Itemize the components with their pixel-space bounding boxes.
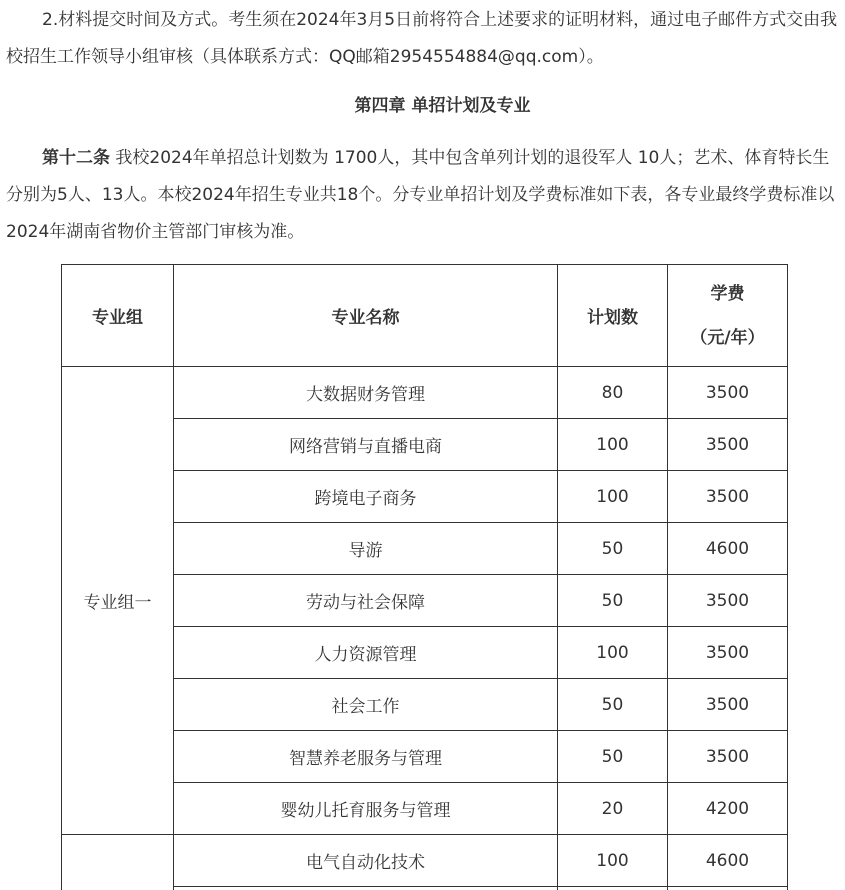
header-fee [668,265,788,367]
group-cell [62,835,174,890]
table-header-row [62,265,788,367]
cell-name: 跨境电子商务 [174,471,558,523]
cell-name: 大数据财务管理 [174,367,558,419]
cell-plan: 50 [558,575,668,627]
table-row [62,367,788,419]
article-paragraph [6,140,839,251]
cell-name: 网络营销与直播电商 [174,419,558,471]
cell-name: 导游 [174,523,558,575]
cell-fee: 3500 [668,367,788,419]
cell-plan: 50 [558,679,668,731]
chapter-title: 第四章 单招计划及专业 [354,96,531,116]
cell-plan: 20 [558,783,668,835]
cell-fee: 3500 [668,575,788,627]
cell-plan: 100 [558,835,668,887]
cell-name: 人力资源管理 [174,627,558,679]
cell-fee [668,887,788,890]
cell-fee: 4200 [668,783,788,835]
cell-plan: 50 [558,523,668,575]
header-name: 专业名称 [174,265,558,367]
header-group: 专业组 [62,265,174,367]
article-label: 第十二条 [42,148,110,168]
cell-plan: 100 [558,471,668,523]
cell-fee: 3500 [668,627,788,679]
header-fee-line2: （元/年） [690,327,765,348]
cell-fee: 3500 [668,731,788,783]
cell-name: 智慧养老服务与管理 [174,731,558,783]
cell-fee: 3500 [668,679,788,731]
cell-plan: 80 [558,367,668,419]
cell-fee: 3500 [668,471,788,523]
cell-plan: 100 [558,419,668,471]
cell-fee: 4600 [668,523,788,575]
materials-text: 2.材料提交时间及方式。考生须在2024年3月5日前将符合上述要求的证明材料，通过电子邮件方式交由我校招生工作领导小组审核（具体联系方式：QQ邮箱2954554884@qq.com）。 [6,10,838,67]
cell-plan: 100 [558,627,668,679]
cell-name: 电气自动化技术 [174,835,558,887]
group-cell: 专业组一 [62,367,174,835]
materials-paragraph [6,2,839,76]
article-text: 我校2024年单招总计划数为 1700人，其中包含单列计划的退役军人 10人；艺术、体育特长生分别为5人、13人。本校2024年招生专业共18个。分专业单招计划及学费标准如下表，各专业最终学费标准以2024年湖南省物价主管部门审核为准。 [6,148,835,242]
cell-name [174,887,558,890]
cell-fee: 4600 [668,835,788,887]
cell-plan [558,887,668,890]
header-plan: 计划数 [558,265,668,367]
cell-plan: 50 [558,731,668,783]
cell-name: 劳动与社会保障 [174,575,558,627]
enrollment-plan-table [61,264,788,890]
cell-name: 婴幼儿托育服务与管理 [174,783,558,835]
table-body [62,367,788,890]
cell-fee: 3500 [668,419,788,471]
table-row [62,835,788,887]
header-fee-line1: 学费 [710,283,745,304]
cell-name: 社会工作 [174,679,558,731]
